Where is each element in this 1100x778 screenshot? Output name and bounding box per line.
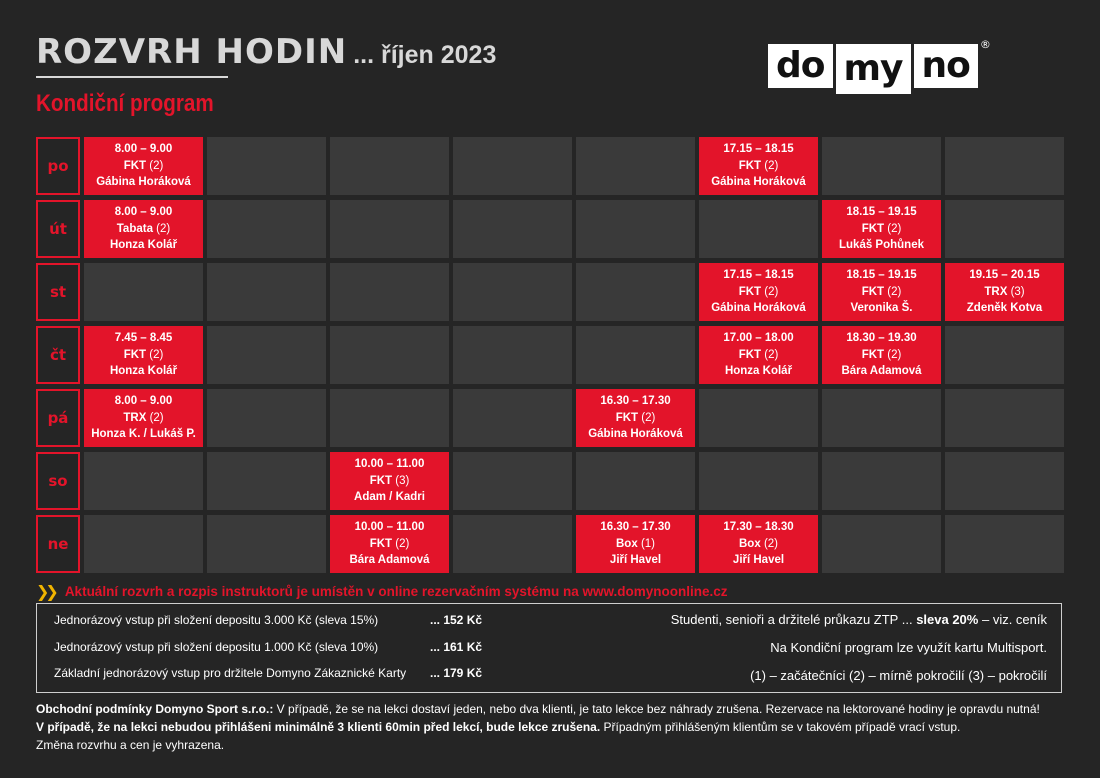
empty-slot [945,137,1064,195]
domyno-logo [768,38,991,94]
class-instructor: Honza Kolář [109,239,178,252]
empty-slot [576,263,695,321]
class-time: 17.30 – 18.30 [723,521,794,534]
class-time: 8.00 – 9.00 [114,143,173,156]
class-time: 10.00 – 11.00 [354,458,425,471]
program-title: Kondiční program [36,90,214,117]
class-name [124,158,164,175]
class-time: 18.30 – 19.30 [846,332,917,345]
class-instructor: Honza Kolář [724,365,793,378]
class-instructor: Honza K. / Lukáš P. [91,428,196,441]
price-label: Jednorázový vstup při složení depositu 1.000 Kč (sleva 10%) [54,640,379,654]
class-type: FKT [123,159,147,172]
class-instructor: Lukáš Pohůnek [839,239,924,252]
class-instructor: Honza Kolář [109,365,178,378]
class-time: 16.30 – 17.30 [600,395,671,408]
class-time: 18.15 – 19.15 [846,269,917,282]
class-instructor: Gábina Horáková [96,176,191,189]
class-time: 18.15 – 19.15 [846,206,917,219]
class-level: (2) [395,537,410,550]
logo-part-my: my [833,44,914,94]
class-type: TRX [123,411,147,424]
class-time: 17.15 – 18.15 [723,269,794,282]
empty-slot [453,200,572,258]
empty-slot [330,137,449,195]
day-label: ne [36,515,80,573]
class-type: FKT [738,159,762,172]
registered-mark: ® [979,38,991,51]
class-slot [822,200,941,258]
empty-slot [453,515,572,573]
class-level: (2) [641,411,656,424]
empty-slot [207,263,326,321]
class-instructor: Gábina Horáková [711,176,806,189]
empty-slot [84,452,203,510]
price-label: Jednorázový vstup při složení depositu 3.000 Kč (sleva 15%) [54,613,379,627]
empty-slot [330,389,449,447]
empty-slot [453,326,572,384]
class-type: FKT [738,348,762,361]
empty-slot [576,200,695,258]
class-slot [699,515,818,573]
empty-slot [453,263,572,321]
class-type: FKT [861,348,885,361]
page-header [36,32,496,72]
class-name [984,284,1024,301]
class-slot [576,515,695,573]
empty-slot [822,452,941,510]
class-slot [822,263,941,321]
empty-slot [330,326,449,384]
class-name [739,347,779,364]
class-name [117,221,170,238]
empty-slot [699,452,818,510]
day-label: pá [36,389,80,447]
empty-slot [945,200,1064,258]
empty-slot [699,200,818,258]
class-level: (2) [763,537,778,550]
class-level: (1) [640,537,655,550]
class-instructor: Bára Adamová [841,365,922,378]
class-name [616,410,656,427]
class-time: 8.00 – 9.00 [114,395,173,408]
class-time: 17.15 – 18.15 [723,143,794,156]
class-type: FKT [123,348,147,361]
empty-slot [945,326,1064,384]
empty-slot [822,389,941,447]
class-level: (2) [887,348,902,361]
empty-slot [207,137,326,195]
class-type: Box [616,537,638,550]
class-type: FKT [861,222,885,235]
empty-slot [576,137,695,195]
empty-slot [207,326,326,384]
class-time: 16.30 – 17.30 [600,521,671,534]
class-time: 17.00 – 18.00 [723,332,794,345]
empty-slot [207,515,326,573]
empty-slot [945,389,1064,447]
class-instructor: Jiří Havel [732,554,785,567]
empty-slot [207,200,326,258]
class-type: FKT [615,411,639,424]
logo-part-no: no [914,44,978,88]
class-level: (3) [395,474,410,487]
empty-slot [330,263,449,321]
class-instructor: Jiří Havel [609,554,662,567]
discount-note: Studenti, senioři a držitelé průkazu ZTP ... sleva 20% – viz. ceník [670,612,1047,627]
logo-part-do: do [768,44,833,88]
day-label: po [36,137,80,195]
class-level: (2) [156,222,171,235]
class-time: 10.00 – 11.00 [354,521,425,534]
price-box [36,603,1062,693]
class-name [739,158,779,175]
class-level: (2) [149,159,164,172]
double-chevron-right-icon: ❯❯ [36,582,55,601]
class-time: 8.00 – 9.00 [114,206,173,219]
empty-slot [822,137,941,195]
day-label: st [36,263,80,321]
class-slot [84,200,203,258]
class-slot [699,263,818,321]
terms-footer [36,700,1076,754]
class-name [739,284,779,301]
class-level: (2) [887,285,902,298]
class-slot [330,515,449,573]
class-name [370,473,410,490]
class-slot [945,263,1064,321]
class-name [124,347,164,364]
class-level: (2) [149,411,164,424]
schedule-grid [36,137,1064,573]
class-slot [84,389,203,447]
class-level: (2) [764,285,779,298]
class-name [739,536,778,553]
empty-slot [84,263,203,321]
terms-line-3: Změna rozvrhu a cen je vyhrazena. [36,738,225,752]
empty-slot [84,515,203,573]
online-reservation-link[interactable]: Aktuální rozvrh a rozpis instruktorů je umístěn v online rezervačním systému na www.domynoonline.cz [64,584,728,599]
class-level: (3) [1010,285,1025,298]
page-month: ... říjen 2023 [353,41,497,69]
class-level: (2) [764,159,779,172]
terms-line-1: Obchodní podmínky Domyno Sport s.r.o.: V případě, že se na lekci dostaví jeden, nebo dva klienti, je tato lekce bez náhrady zrušena. Rezervace na lektorované hodiny je opravdu nutná! [36,702,1040,716]
class-slot [576,389,695,447]
class-slot [822,326,941,384]
class-level: (2) [149,348,164,361]
class-name [370,536,410,553]
empty-slot [453,452,572,510]
empty-slot [330,200,449,258]
class-name [862,284,902,301]
empty-slot [576,452,695,510]
class-type: TRX [984,285,1008,298]
empty-slot [453,137,572,195]
class-slot [84,326,203,384]
price-value: ... 161 Kč [430,640,483,654]
day-label: čt [36,326,80,384]
class-slot [330,452,449,510]
price-label: Základní jednorázový vstup pro držitele Domyno Zákaznické Karty [54,666,407,680]
empty-slot [822,515,941,573]
multisport-note: Na Kondiční program lze využít kartu Multisport. [770,640,1047,655]
class-instructor: Bára Adamová [349,554,430,567]
page-title: ROZVRH HODIN [36,32,348,72]
class-name [862,347,902,364]
empty-slot [576,326,695,384]
info-line [36,582,727,601]
class-type: FKT [369,474,393,487]
class-instructor: Gábina Horáková [711,302,806,315]
class-level: (2) [764,348,779,361]
terms-line-2: V případě, že na lekci nebudou přihlášeni minimálně 3 klienti 60min před lekcí, bude lekce zrušena. Případným přihlášeným klientům se v takovém případě vrací vstup. [36,720,961,734]
class-type: FKT [738,285,762,298]
empty-slot [945,515,1064,573]
empty-slot [945,452,1064,510]
class-type: Tabata [116,222,153,235]
class-name [616,536,655,553]
class-type: FKT [861,285,885,298]
empty-slot [207,389,326,447]
class-instructor: Veronika Š. [850,302,913,315]
class-name [123,410,163,427]
class-slot [699,137,818,195]
class-slot [84,137,203,195]
class-slot [699,326,818,384]
empty-slot [207,452,326,510]
levels-legend: (1) – začátečníci (2) – mírně pokročilí (3) – pokročilí [750,668,1047,683]
class-time: 19.15 – 20.15 [969,269,1040,282]
title-underline [36,76,228,78]
price-value: ... 179 Kč [430,666,483,680]
class-type: Box [739,537,761,550]
class-level: (2) [887,222,902,235]
day-label: út [36,200,80,258]
day-label: so [36,452,80,510]
class-instructor: Gábina Horáková [588,428,683,441]
class-instructor: Adam / Kadri [354,491,425,504]
empty-slot [699,389,818,447]
class-time: 7.45 – 8.45 [114,332,173,345]
empty-slot [453,389,572,447]
class-name [862,221,902,238]
class-instructor: Zdeněk Kotva [966,302,1043,315]
class-type: FKT [369,537,393,550]
price-value: ... 152 Kč [430,613,483,627]
